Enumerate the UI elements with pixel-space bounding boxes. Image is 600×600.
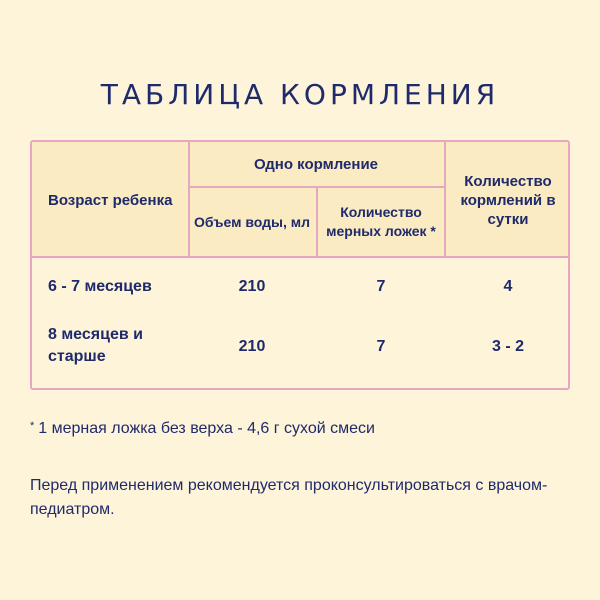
row-1-spoons: 7 xyxy=(376,277,386,295)
row-2-per-day: 3 - 2 xyxy=(491,337,524,355)
row-2-water: 210 xyxy=(238,337,266,355)
footnote-text: 1 мерная ложка без верха - 4,6 г сухой смеси xyxy=(38,420,375,437)
row-1-water: 210 xyxy=(238,277,266,295)
row-1-per-day: 4 xyxy=(503,277,513,295)
footnote xyxy=(30,420,375,438)
footnote-mark: * xyxy=(30,420,35,432)
feeding-table xyxy=(30,140,570,390)
header-water-volume: Объем воды, мл xyxy=(193,213,311,230)
row-2-spoons: 7 xyxy=(376,337,386,355)
consultation-note: Перед применением рекомендуется проконсультироваться с врачом-педиатром. xyxy=(30,477,548,518)
header-spoons: Количество мерных ложек * xyxy=(326,204,436,239)
row-2-age: 8 месяцев и старше xyxy=(48,326,143,365)
row-1-age: 6 - 7 месяцев xyxy=(48,277,152,295)
header-one-feeding: Одно кормление xyxy=(253,155,379,173)
page-title: ТАБЛИЦА КОРМЛЕНИЯ xyxy=(100,78,500,111)
header-age: Возраст ребенка xyxy=(48,191,173,209)
header-feedings-per-day: Количество кормлений в сутки xyxy=(460,172,556,228)
